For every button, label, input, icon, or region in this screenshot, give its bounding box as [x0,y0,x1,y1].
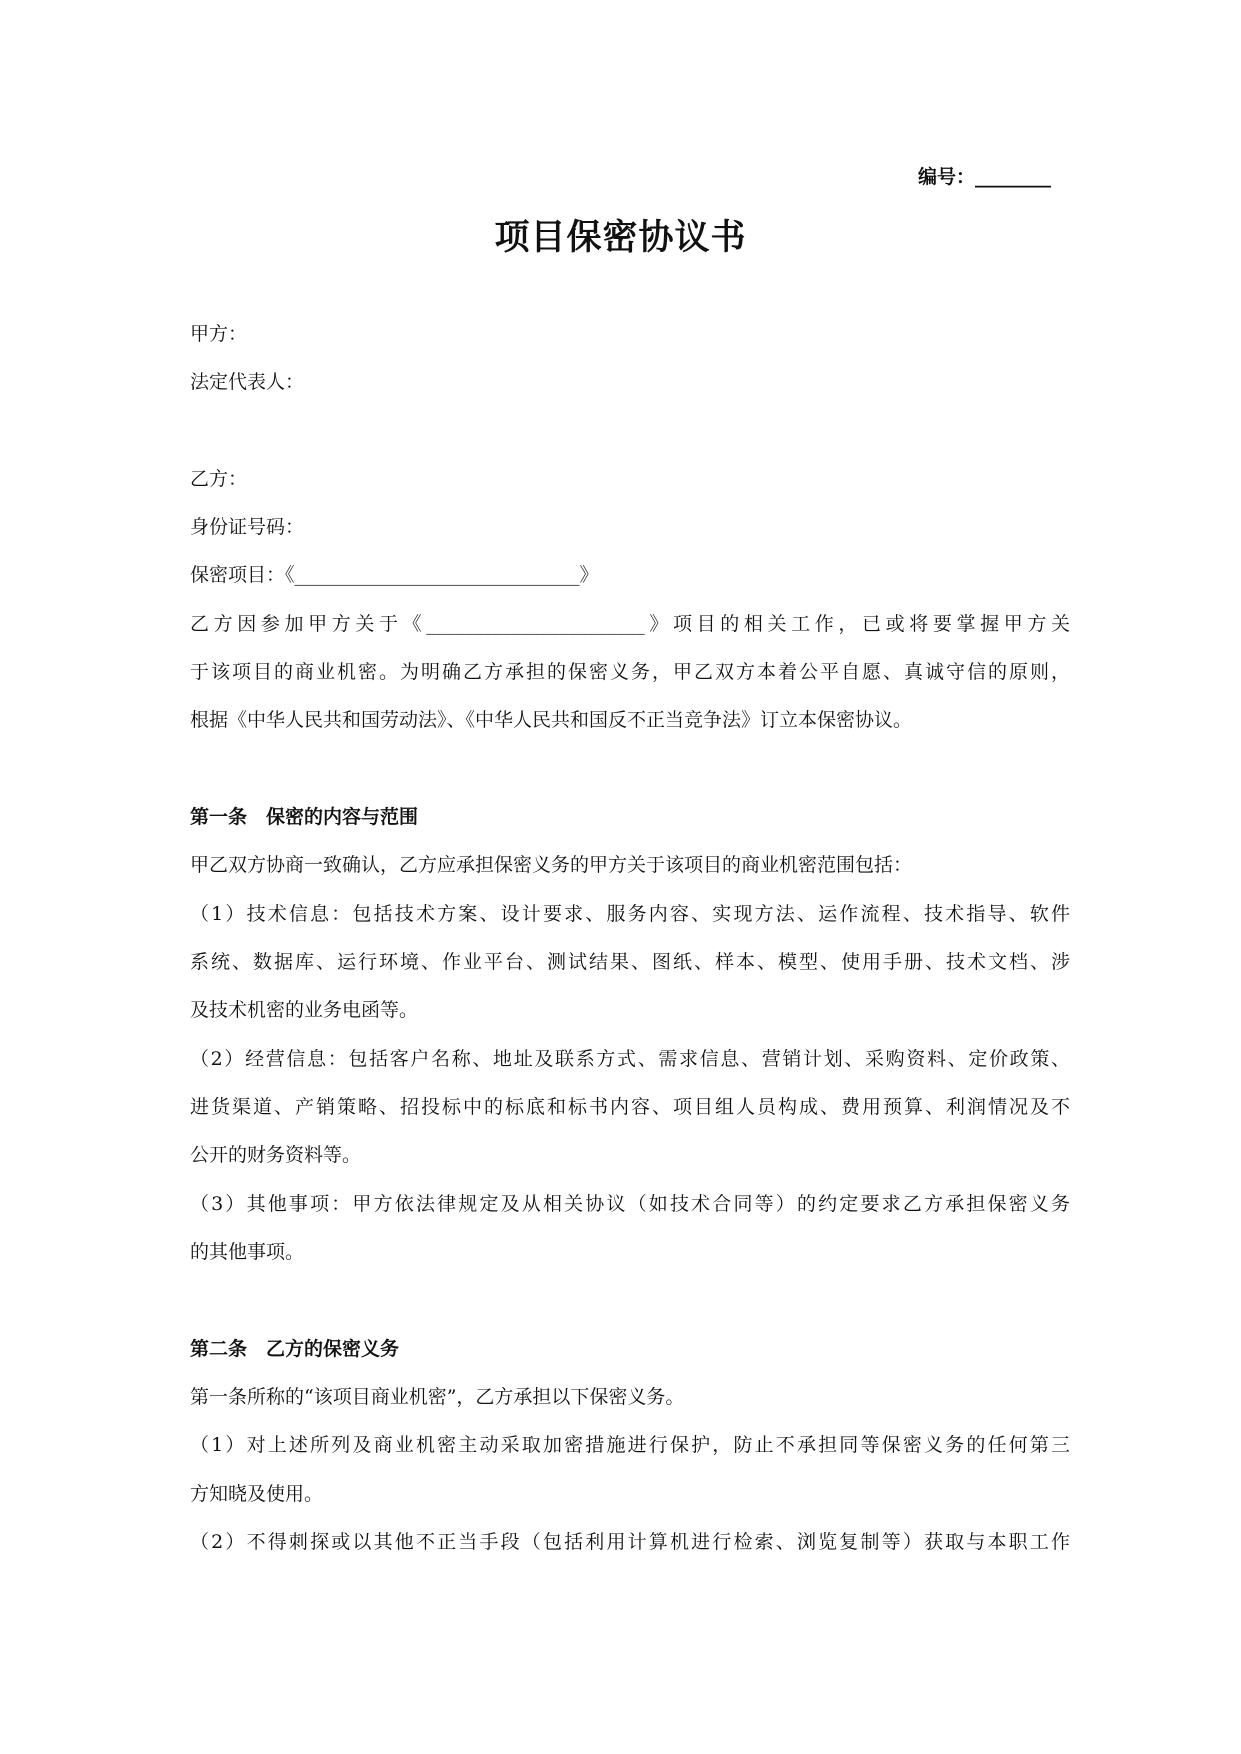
article-1-intro: 甲乙双方协商一致确认，乙方应承担保密义务的甲方关于该项目的商业机密范围包括： [190,854,913,876]
article-1-item-2: 公开的财务资料等。 [190,1144,362,1166]
preamble-line: 于该项目的商业机密。为明确乙方承担的保密义务，甲乙双方本着公平自愿、真诚守信的原则， [190,661,1070,683]
id-number-label: 身份证号码： [190,516,305,538]
article-1-item-1: 系统、数据库、运行环境、作业平台、测试结果、图纸、样本、模型、使用手册、技术文档、涉 [190,951,1070,973]
article-2-item-2: （2）不得刺探或以其他不正当手段（包括利用计算机进行检索、浏览复制等）获取与本职工作 [190,1531,1070,1553]
article-1-item-2: 进货渠道、产销策略、招投标中的标底和标书内容、项目组人员构成、费用预算、利润情况及不 [190,1096,1070,1118]
article-1-item-2: （2）经营信息：包括客户名称、地址及联系方式、需求信息、营销计划、采购资料、定价政策、 [190,1048,1070,1070]
legal-rep-label: 法定代表人： [190,371,305,393]
article-1-heading: 第一条 保密的内容与范围 [190,806,419,828]
document-title: 项目保密协议书 [494,218,747,258]
party-a-label: 甲方： [190,323,248,345]
article-2-intro: 第一条所称的“该项目商业机密”，乙方承担以下保密义务。 [190,1386,685,1408]
preamble-line: 乙方因参加甲方关于《_______________________》项目的相关工作，已或将要掌握甲方关 [190,613,1070,635]
party-b-label: 乙方： [190,468,248,490]
article-1-item-3: （3）其他事项：甲方依法律规定及从相关协议（如技术合同等）的约定要求乙方承担保密义务 [190,1193,1070,1215]
article-1-item-1: 及技术机密的业务电函等。 [190,999,419,1021]
article-2-item-1: （1）对上述所列及商业机密主动采取加密措施进行保护，防止不承担同等保密义务的任何第三 [190,1434,1070,1456]
article-2-heading: 第二条 乙方的保密义务 [190,1338,400,1360]
document-number: 编号：________ [917,166,1051,188]
article-2-item-1: 方知晓及使用。 [190,1483,324,1505]
article-1-item-1: （1）技术信息：包括技术方案、设计要求、服务内容、实现方法、运作流程、技术指导、软件 [190,903,1070,925]
article-1-item-3: 的其他事项。 [190,1241,305,1263]
preamble-line: 根据《中华人民共和国劳动法》、《中华人民共和国反不正当竞争法》订立本保密协议。 [190,709,913,731]
project-label: 保密项目：《______________________________》 [190,564,599,586]
